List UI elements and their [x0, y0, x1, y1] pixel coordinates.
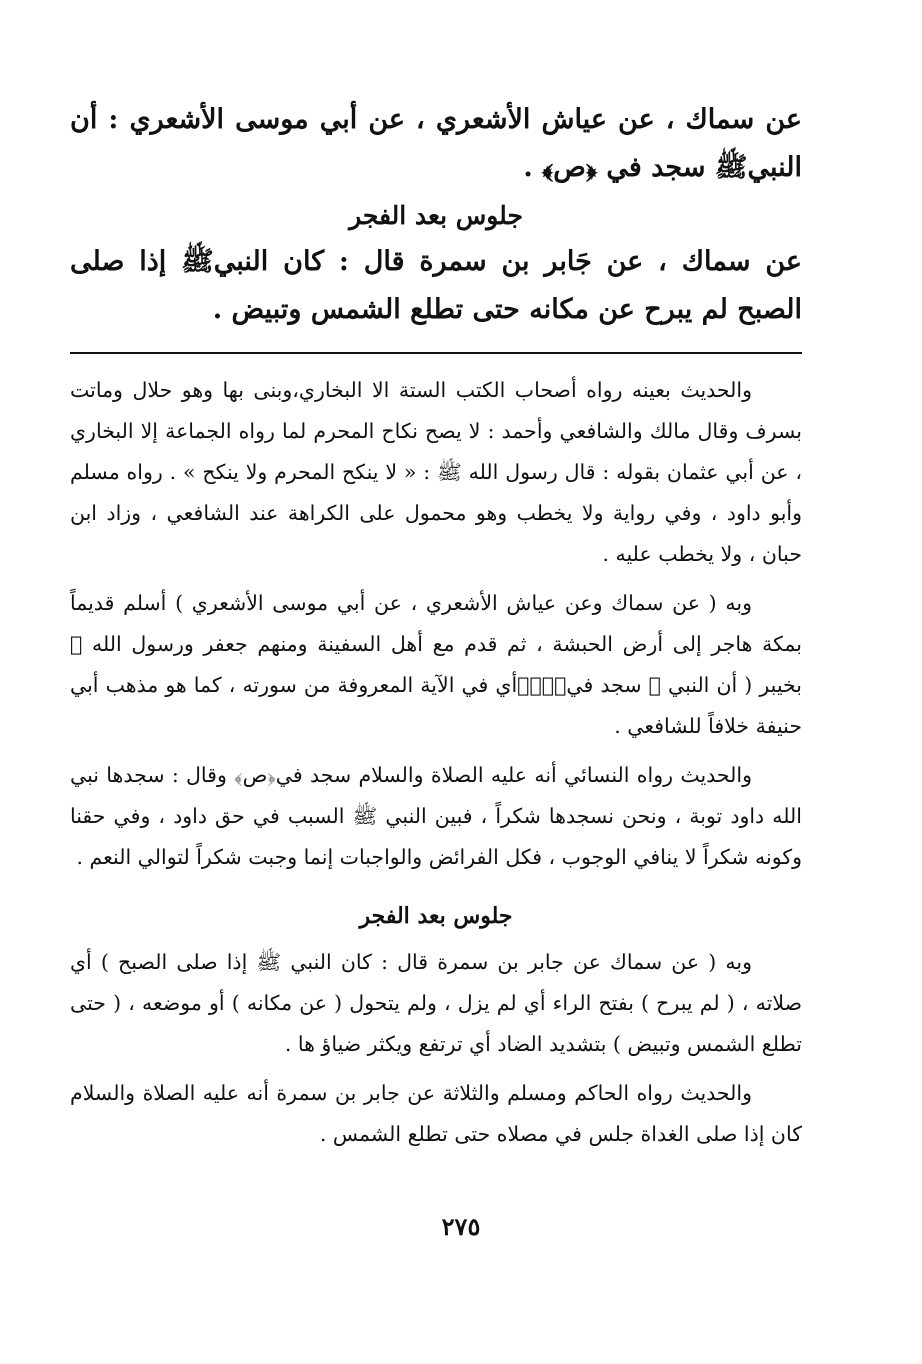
- page-body: [70, 96, 802, 1163]
- commentary-paragraph-4: وبه ( عن سماك عن جابر بن سمرة قال : كان النبي ﷺ إذا صلى الصبح ) أي صلاته ، ( لم يبرح ) بفتح الراء أي لم يزل ، ولم يتحول ( عن مكانه ) أو موضعه ، ( حتى تطلع الشمس وتبيض ) بتشديد الضاد أي ترتفع ويكثر ضياؤ ها .: [70, 950, 802, 1056]
- commentary-paragraph-1: والحديث بعينه رواه أصحاب الكتب الستة الا البخاري،وبنى بها وهو حلال وماتت بسرف وقال مالك والشافعي وأحمد : لا يصح نكاح المحرم لما رواه الجماعة إلا البخاري ، عن أبي عثمان بقوله : قال رسول الله ﷺ : « لا ينكح المحرم ولا ينكح » . رواه مسلم وأبو داود ، وفي رواية ولا يخطب وهو محمول على الكراهة عند الشافعي ، وزاد ابن حبان ، ولا يخطب عليه .: [70, 378, 802, 566]
- commentary-paragraph-5: والحديث رواه الحاكم ومسلم والثلاثة عن جابر بن سمرة أنه عليه الصلاة والسلام كان إذا صلى الغداة جلس في مصلاه حتى تطلع الشمس .: [70, 1081, 802, 1146]
- divider-line: [70, 352, 802, 354]
- page-number: ٢٧٥: [441, 1212, 481, 1241]
- commentary: [70, 370, 802, 1155]
- section-heading-commentary: جلوس بعد الفجر: [359, 903, 513, 929]
- main-paragraph-1: عن سماك ، عن عياش الأشعري ، عن أبي موسى الأشعري : أن النبيﷺ سجد في ﴿ص﴾ .: [70, 104, 802, 183]
- section-heading-main: جلوس بعد الفجر: [349, 201, 523, 230]
- main-text: [70, 96, 802, 334]
- commentary-paragraph-2: وبه ( عن سماك وعن عياش الأشعري ، عن أبي موسى الأشعري ) أسلم قديماً بمكة هاجر إلى أرض الحبشة ، ثم قدم مع أهل السفينة ومنهم جعفر ورسول الله ﷺ بخيبر ( أن النبي ﷺ سجد في﴿صۤ﴾أي في الآية المعروفة من سورته ، كما هو مذهب أبي حنيفة خلافاً للشافعي .: [70, 591, 802, 738]
- commentary-paragraph-3: والحديث رواه النسائي أنه عليه الصلاة والسلام سجد في﴿ص﴾ وقال : سجدها نبي الله داود توبة ، ونحن نسجدها شكراً ، فبين النبي ﷺ السبب في حق داود ، وفي حقنا وكونه شكراً لا ينافي الوجوب ، فكل الفرائض والواجبات إنما وجبت شكراً لتوالي النعم .: [70, 763, 802, 869]
- main-paragraph-2: عن سماك ، عن جَابر بن سمرة قال : كان النبيﷺ إذا صلى الصبح لم يبرح عن مكانه حتى تطلع الشمس وتبيض .: [70, 246, 802, 325]
